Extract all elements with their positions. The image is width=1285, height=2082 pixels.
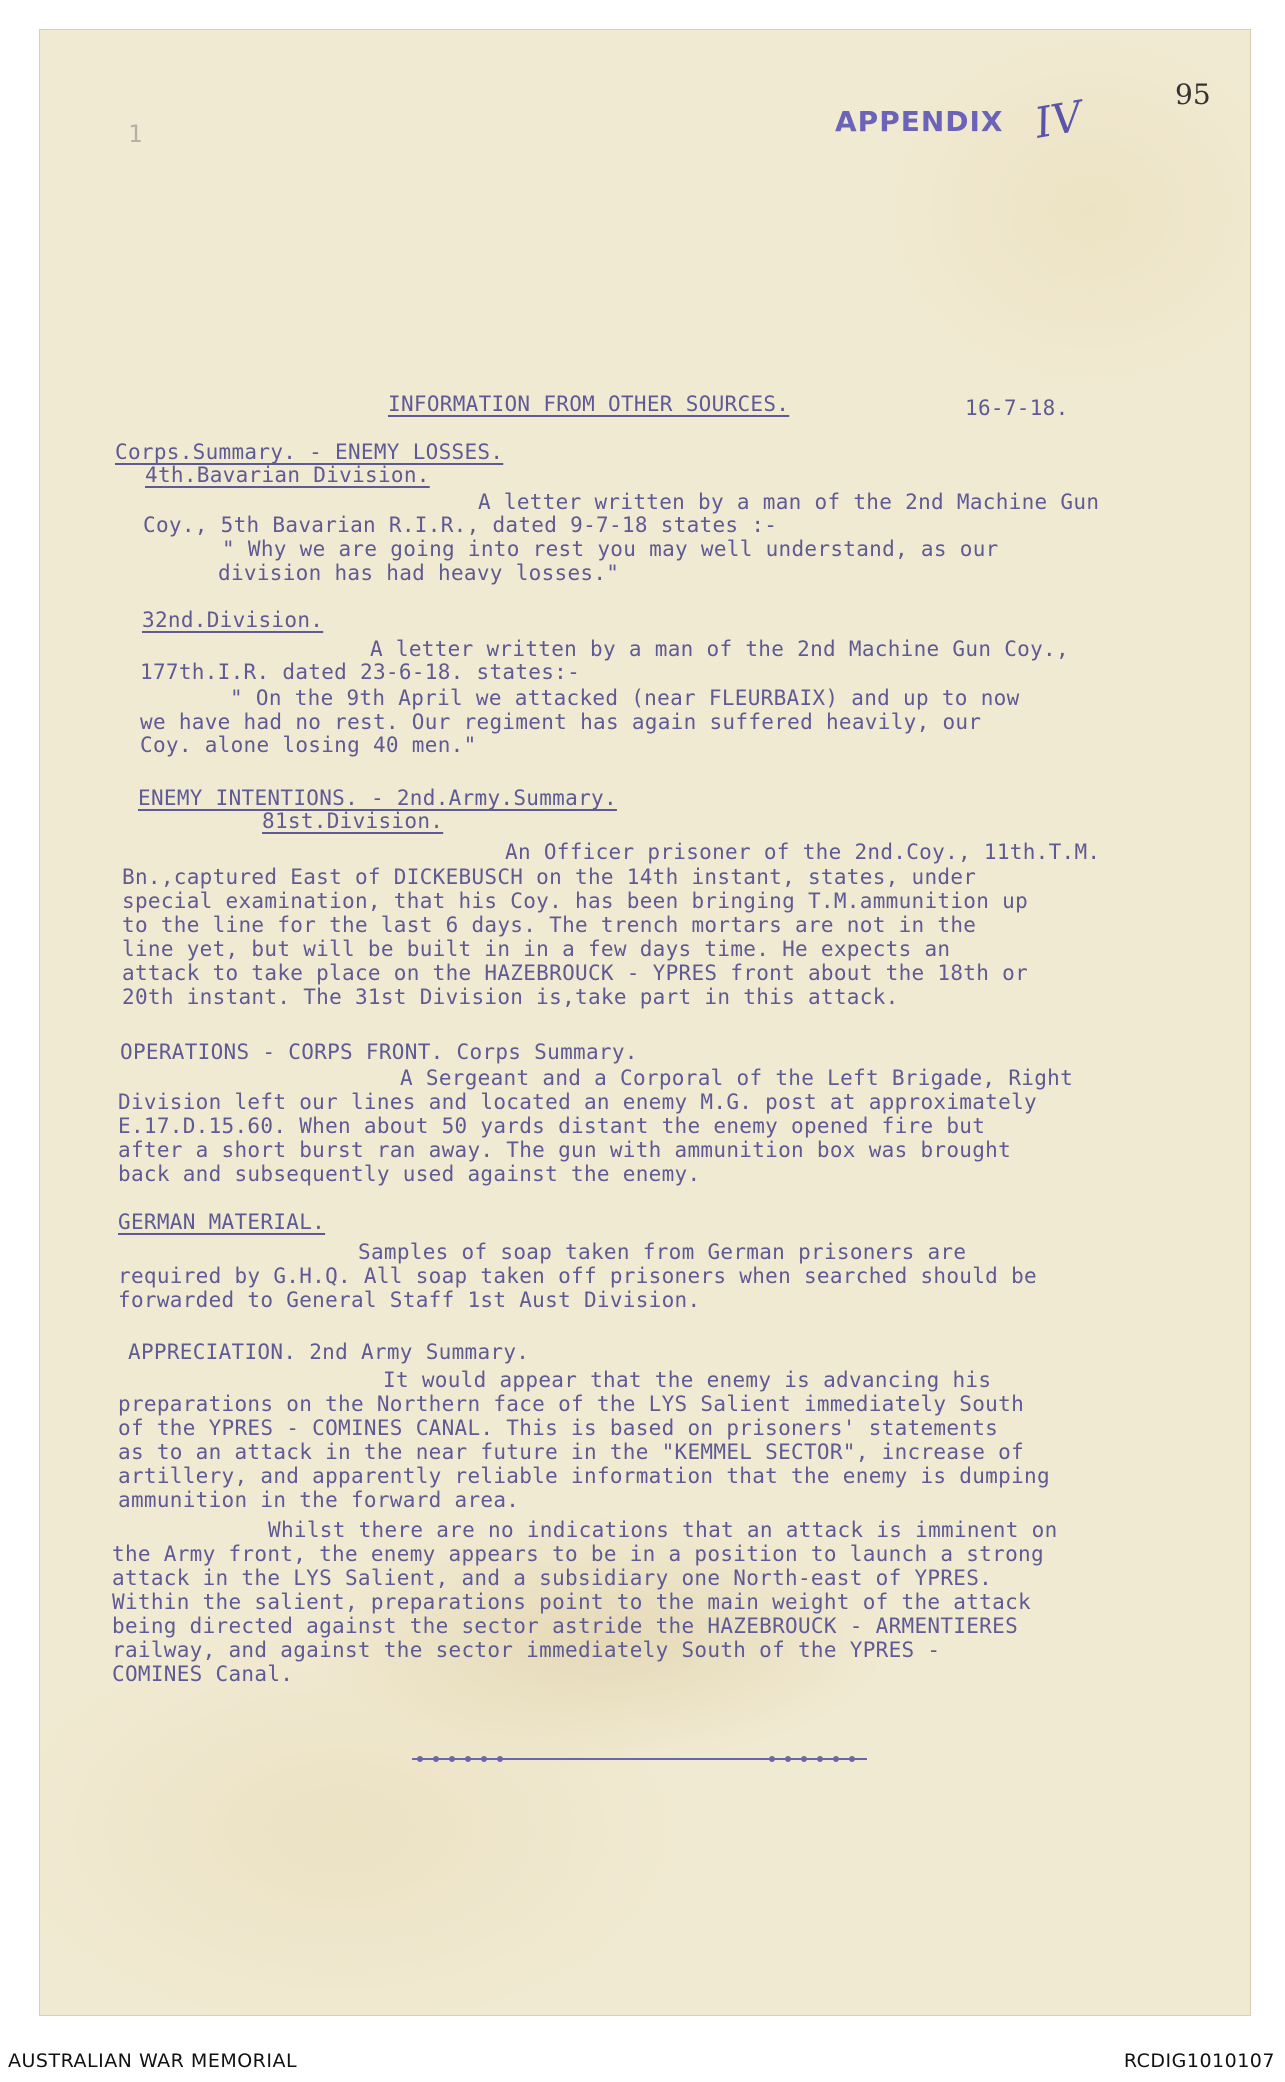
appendix-stamp: APPENDIX xyxy=(835,105,1004,138)
text-line: COMINES Canal. xyxy=(112,1662,294,1686)
text-line: A Sergeant and a Corporal of the Left Brigade, Right xyxy=(400,1066,1074,1090)
section-heading-enemy-losses: Corps.Summary. - ENEMY LOSSES. xyxy=(115,440,504,464)
text-line: railway, and against the sector immediately South of the YPRES - xyxy=(112,1638,941,1662)
text-line: attack to take place on the HAZEBROUCK - YPRES front about the 18th or xyxy=(122,961,1029,985)
text-line: E.17.D.15.60. When about 50 yards distant the enemy opened fire but xyxy=(118,1114,986,1138)
text-line: Coy., 5th Bavarian R.I.R., dated 9-7-18 states :- xyxy=(143,513,778,537)
footer-source: AUSTRALIAN WAR MEMORIAL xyxy=(8,2050,298,2072)
text-line: Division left our lines and located an enemy M.G. post at approximately xyxy=(118,1090,1037,1114)
typed-divider xyxy=(412,1752,867,1766)
text-line: as to an attack in the near future in the "KEMMEL SECTOR", increase of xyxy=(118,1440,1025,1464)
text-line: required by G.H.Q. All soap taken off prisoners when searched should be xyxy=(118,1264,1037,1288)
section-heading-operations: OPERATIONS - CORPS FRONT. Corps Summary. xyxy=(120,1040,638,1064)
text-line: Bn.,captured East of DICKEBUSCH on the 14th instant, states, under xyxy=(122,865,977,889)
text-line: special examination, that his Coy. has been bringing T.M.ammunition up xyxy=(122,889,1029,913)
subheading-81st-division: 81st.Division. xyxy=(262,809,444,833)
text-line: " Why we are going into rest you may well understand, as our xyxy=(222,537,999,561)
text-line: line yet, but will be built in in a few days time. He expects an xyxy=(122,937,951,961)
section-heading-german-material: GERMAN MATERIAL. xyxy=(118,1210,326,1234)
text-line: after a short burst ran away. The gun with ammunition box was brought xyxy=(118,1138,1012,1162)
text-line: Within the salient, preparations point to the main weight of the attack xyxy=(112,1590,1031,1614)
text-line: It would appear that the enemy is advancing his xyxy=(383,1368,992,1392)
text-line: Samples of soap taken from German prisoners are xyxy=(358,1240,967,1264)
page-number: 95 xyxy=(1175,78,1211,111)
text-line: A letter written by a man of the 2nd Machine Gun Coy., xyxy=(370,637,1069,661)
text-line: A letter written by a man of the 2nd Machine Gun xyxy=(478,490,1100,514)
appendix-numeral: IV xyxy=(1031,91,1086,148)
text-line: we have had no rest. Our regiment has again suffered heavily, our xyxy=(140,710,982,734)
text-line: An Officer prisoner of the 2nd.Coy., 11th.T.M. xyxy=(505,840,1101,864)
section-heading-enemy-intentions: ENEMY INTENTIONS. - 2nd.Army.Summary. xyxy=(138,786,617,810)
text-line: " On the 9th April we attacked (near FLEURBAIX) and up to now xyxy=(230,686,1020,710)
text-line: preparations on the Northern face of the LYS Salient immediately South xyxy=(118,1392,1025,1416)
text-line: being directed against the sector astride the HAZEBROUCK - ARMENTIERES xyxy=(112,1614,1019,1638)
text-line: artillery, and apparently reliable information that the enemy is dumping xyxy=(118,1464,1050,1488)
text-line: 177th.I.R. dated 23-6-18. states:- xyxy=(140,660,581,684)
text-line: ammunition in the forward area. xyxy=(118,1488,520,1512)
corner-mark: 1 xyxy=(128,120,143,148)
document-title: INFORMATION FROM OTHER SOURCES. xyxy=(388,392,790,416)
text-line: back and subsequently used against the enemy. xyxy=(118,1162,701,1186)
text-line: 20th instant. The 31st Division is,take part in this attack. xyxy=(122,985,899,1009)
subheading-32nd-division: 32nd.Division. xyxy=(142,608,324,632)
text-line: to the line for the last 6 days. The trench mortars are not in the xyxy=(122,913,977,937)
document-date: 16-7-18. xyxy=(965,396,1069,420)
text-line: Coy. alone losing 40 men." xyxy=(140,733,477,757)
footer-record-id: RCDIG1010107 xyxy=(1123,2050,1275,2072)
text-line: attack in the LYS Salient, and a subsidiary one North-east of YPRES. xyxy=(112,1566,993,1590)
text-line: division has had heavy losses." xyxy=(218,561,620,585)
text-line: the Army front, the enemy appears to be in a position to launch a strong xyxy=(112,1542,1044,1566)
text-line: forwarded to General Staff 1st Aust Division. xyxy=(118,1288,701,1312)
text-line: of the YPRES - COMINES CANAL. This is based on prisoners' statements xyxy=(118,1416,999,1440)
section-heading-appreciation: APPRECIATION. 2nd Army Summary. xyxy=(128,1340,530,1364)
text-line: Whilst there are no indications that an attack is imminent on xyxy=(268,1518,1058,1542)
subheading-4th-bavarian-division: 4th.Bavarian Division. xyxy=(145,463,430,487)
document-page xyxy=(40,30,1250,2015)
